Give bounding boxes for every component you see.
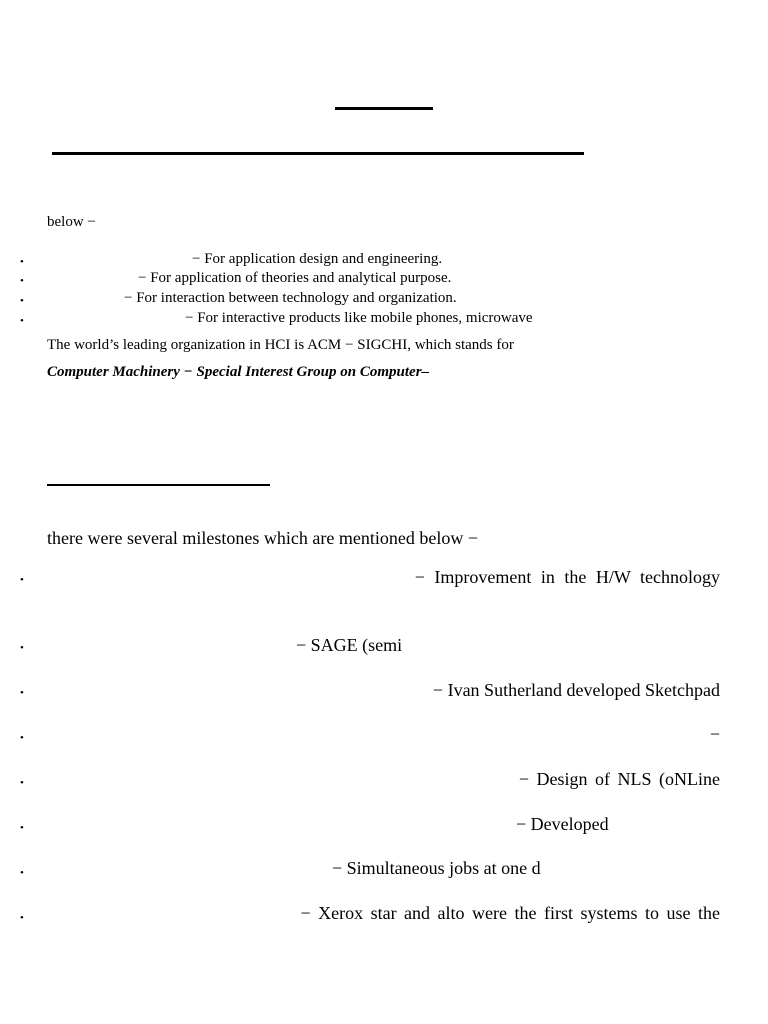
history-item-3: − Ivan Sutherland developed Sketchpad	[432, 680, 720, 700]
intro-item-3: − For interaction between technology and organization.	[124, 290, 457, 306]
history-item-8: − Xerox star and alto were the first systems to use the	[300, 903, 720, 923]
section-heading-underline	[47, 484, 270, 486]
intro-item-4: − For interactive products like mobile phones, microwave	[185, 310, 533, 326]
intro-item-1: − For application design and engineering.	[192, 251, 443, 267]
bullet-icon: •	[20, 574, 24, 586]
bullet-icon: •	[20, 912, 24, 924]
history-item-6: − Developed	[516, 814, 609, 834]
bullet-icon: •	[20, 295, 24, 307]
bullet-icon: •	[20, 642, 24, 654]
bullet-icon: •	[20, 822, 24, 834]
history-item-2: − SAGE (semi	[296, 635, 403, 655]
history-item-4: −	[709, 724, 720, 744]
intro-item-2: − For application of theories and analytical purpose.	[138, 270, 452, 286]
history-item-1: − Improvement in the H/W technology	[414, 567, 720, 587]
history-lead: there were several milestones which are mentioned below −	[47, 528, 478, 548]
bullet-icon: •	[20, 867, 24, 879]
bullet-icon: •	[20, 315, 24, 327]
org-line: The world’s leading organization in HCI is ACM − SIGCHI, which stands for	[47, 337, 514, 353]
intro-lead: below −	[47, 214, 96, 230]
org-expansion: Computer Machinery − Special Interest Group on Computer–	[47, 364, 430, 380]
bullet-icon: •	[20, 275, 24, 287]
history-item-5: − Design of NLS (oNLine	[518, 769, 720, 789]
title-underline	[335, 107, 433, 110]
bullet-icon: •	[20, 256, 24, 268]
bullet-icon: •	[20, 687, 24, 699]
subtitle-underline	[52, 152, 584, 155]
bullet-icon: •	[20, 777, 24, 789]
bullet-icon: •	[20, 732, 24, 744]
history-item-7: − Simultaneous jobs at one d	[332, 858, 541, 878]
